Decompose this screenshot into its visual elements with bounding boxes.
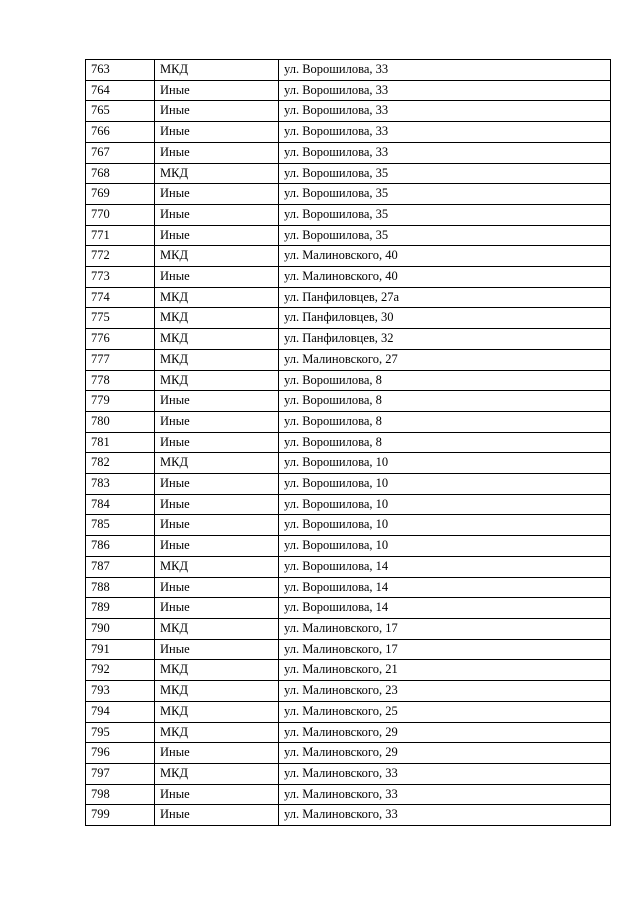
address-cell: ул. Малиновского, 17 <box>279 639 611 660</box>
table-row <box>86 474 611 495</box>
address-cell: ул. Ворошилова, 10 <box>279 515 611 536</box>
object-type-cell: МКД <box>155 681 279 702</box>
address-cell: ул. Ворошилова, 33 <box>279 101 611 122</box>
row-number-cell: 783 <box>86 474 155 495</box>
object-type-cell: Иные <box>155 411 279 432</box>
address-cell: ул. Ворошилова, 33 <box>279 80 611 101</box>
table-row <box>86 743 611 764</box>
object-type-cell: МКД <box>155 370 279 391</box>
row-number-cell: 781 <box>86 432 155 453</box>
table-row <box>86 618 611 639</box>
object-type-cell: Иные <box>155 204 279 225</box>
table-row <box>86 577 611 598</box>
row-number-cell: 768 <box>86 163 155 184</box>
row-number-cell: 792 <box>86 660 155 681</box>
table-row <box>86 660 611 681</box>
object-type-cell: МКД <box>155 60 279 81</box>
row-number-cell: 778 <box>86 370 155 391</box>
address-cell: ул. Панфиловцев, 30 <box>279 308 611 329</box>
address-table <box>85 59 611 826</box>
table-row <box>86 411 611 432</box>
table-row <box>86 494 611 515</box>
address-cell: ул. Малиновского, 17 <box>279 618 611 639</box>
row-number-cell: 782 <box>86 453 155 474</box>
address-cell: ул. Малиновского, 27 <box>279 349 611 370</box>
address-cell: ул. Ворошилова, 8 <box>279 370 611 391</box>
object-type-cell: Иные <box>155 474 279 495</box>
table-row <box>86 122 611 143</box>
address-cell: ул. Ворошилова, 8 <box>279 391 611 412</box>
object-type-cell: Иные <box>155 515 279 536</box>
row-number-cell: 793 <box>86 681 155 702</box>
row-number-cell: 763 <box>86 60 155 81</box>
row-number-cell: 787 <box>86 556 155 577</box>
table-row <box>86 80 611 101</box>
object-type-cell: МКД <box>155 722 279 743</box>
table-row <box>86 639 611 660</box>
row-number-cell: 786 <box>86 536 155 557</box>
table-row <box>86 308 611 329</box>
object-type-cell: Иные <box>155 122 279 143</box>
row-number-cell: 767 <box>86 142 155 163</box>
row-number-cell: 780 <box>86 411 155 432</box>
row-number-cell: 779 <box>86 391 155 412</box>
row-number-cell: 799 <box>86 805 155 826</box>
table-row <box>86 142 611 163</box>
address-cell: ул. Ворошилова, 14 <box>279 577 611 598</box>
address-cell: ул. Ворошилова, 33 <box>279 60 611 81</box>
row-number-cell: 791 <box>86 639 155 660</box>
address-cell: ул. Ворошилова, 35 <box>279 163 611 184</box>
table-row <box>86 556 611 577</box>
address-cell: ул. Малиновского, 23 <box>279 681 611 702</box>
object-type-cell: Иные <box>155 225 279 246</box>
address-cell: ул. Ворошилова, 10 <box>279 536 611 557</box>
table-row <box>86 204 611 225</box>
object-type-cell: Иные <box>155 784 279 805</box>
table-row <box>86 763 611 784</box>
row-number-cell: 770 <box>86 204 155 225</box>
table-row <box>86 287 611 308</box>
address-cell: ул. Малиновского, 33 <box>279 784 611 805</box>
object-type-cell: МКД <box>155 763 279 784</box>
object-type-cell: МКД <box>155 660 279 681</box>
address-cell: ул. Ворошилова, 10 <box>279 474 611 495</box>
row-number-cell: 774 <box>86 287 155 308</box>
object-type-cell: Иные <box>155 101 279 122</box>
table-row <box>86 515 611 536</box>
row-number-cell: 794 <box>86 701 155 722</box>
row-number-cell: 769 <box>86 184 155 205</box>
address-cell: ул. Малиновского, 29 <box>279 743 611 764</box>
table-row <box>86 681 611 702</box>
object-type-cell: Иные <box>155 142 279 163</box>
table-row <box>86 184 611 205</box>
object-type-cell: МКД <box>155 618 279 639</box>
address-cell: ул. Малиновского, 29 <box>279 722 611 743</box>
table-row <box>86 225 611 246</box>
row-number-cell: 775 <box>86 308 155 329</box>
row-number-cell: 784 <box>86 494 155 515</box>
table-row <box>86 701 611 722</box>
address-cell: ул. Ворошилова, 33 <box>279 142 611 163</box>
row-number-cell: 764 <box>86 80 155 101</box>
row-number-cell: 773 <box>86 267 155 288</box>
table-row <box>86 453 611 474</box>
object-type-cell: МКД <box>155 163 279 184</box>
address-cell: ул. Панфиловцев, 32 <box>279 329 611 350</box>
table-row <box>86 163 611 184</box>
table-row <box>86 432 611 453</box>
object-type-cell: Иные <box>155 184 279 205</box>
row-number-cell: 766 <box>86 122 155 143</box>
object-type-cell: Иные <box>155 267 279 288</box>
object-type-cell: Иные <box>155 577 279 598</box>
address-cell: ул. Малиновского, 40 <box>279 267 611 288</box>
row-number-cell: 796 <box>86 743 155 764</box>
address-cell: ул. Ворошилова, 14 <box>279 556 611 577</box>
table-row <box>86 805 611 826</box>
table-row <box>86 784 611 805</box>
table-row <box>86 246 611 267</box>
object-type-cell: МКД <box>155 246 279 267</box>
object-type-cell: Иные <box>155 432 279 453</box>
address-cell: ул. Ворошилова, 35 <box>279 225 611 246</box>
table-row <box>86 722 611 743</box>
table-row <box>86 391 611 412</box>
row-number-cell: 777 <box>86 349 155 370</box>
address-cell: ул. Ворошилова, 35 <box>279 204 611 225</box>
row-number-cell: 797 <box>86 763 155 784</box>
object-type-cell: Иные <box>155 598 279 619</box>
address-cell: ул. Малиновского, 33 <box>279 763 611 784</box>
row-number-cell: 789 <box>86 598 155 619</box>
table-row <box>86 598 611 619</box>
table-row <box>86 349 611 370</box>
object-type-cell: МКД <box>155 287 279 308</box>
object-type-cell: Иные <box>155 494 279 515</box>
object-type-cell: Иные <box>155 805 279 826</box>
row-number-cell: 771 <box>86 225 155 246</box>
address-cell: ул. Ворошилова, 10 <box>279 494 611 515</box>
row-number-cell: 795 <box>86 722 155 743</box>
address-cell: ул. Панфиловцев, 27а <box>279 287 611 308</box>
table-row <box>86 370 611 391</box>
object-type-cell: Иные <box>155 391 279 412</box>
object-type-cell: Иные <box>155 743 279 764</box>
table-body <box>86 60 611 826</box>
object-type-cell: Иные <box>155 536 279 557</box>
object-type-cell: МКД <box>155 329 279 350</box>
object-type-cell: МКД <box>155 556 279 577</box>
object-type-cell: МКД <box>155 453 279 474</box>
table-row <box>86 329 611 350</box>
row-number-cell: 776 <box>86 329 155 350</box>
address-cell: ул. Малиновского, 21 <box>279 660 611 681</box>
object-type-cell: МКД <box>155 308 279 329</box>
row-number-cell: 788 <box>86 577 155 598</box>
address-cell: ул. Ворошилова, 35 <box>279 184 611 205</box>
address-cell: ул. Малиновского, 40 <box>279 246 611 267</box>
address-cell: ул. Малиновского, 25 <box>279 701 611 722</box>
table-row <box>86 60 611 81</box>
table-row <box>86 267 611 288</box>
row-number-cell: 798 <box>86 784 155 805</box>
object-type-cell: МКД <box>155 701 279 722</box>
address-cell: ул. Ворошилова, 10 <box>279 453 611 474</box>
row-number-cell: 785 <box>86 515 155 536</box>
address-cell: ул. Ворошилова, 8 <box>279 411 611 432</box>
row-number-cell: 772 <box>86 246 155 267</box>
address-cell: ул. Ворошилова, 33 <box>279 122 611 143</box>
row-number-cell: 765 <box>86 101 155 122</box>
address-cell: ул. Ворошилова, 14 <box>279 598 611 619</box>
address-cell: ул. Ворошилова, 8 <box>279 432 611 453</box>
row-number-cell: 790 <box>86 618 155 639</box>
object-type-cell: Иные <box>155 639 279 660</box>
table-row <box>86 536 611 557</box>
object-type-cell: Иные <box>155 80 279 101</box>
table-row <box>86 101 611 122</box>
address-cell: ул. Малиновского, 33 <box>279 805 611 826</box>
object-type-cell: МКД <box>155 349 279 370</box>
